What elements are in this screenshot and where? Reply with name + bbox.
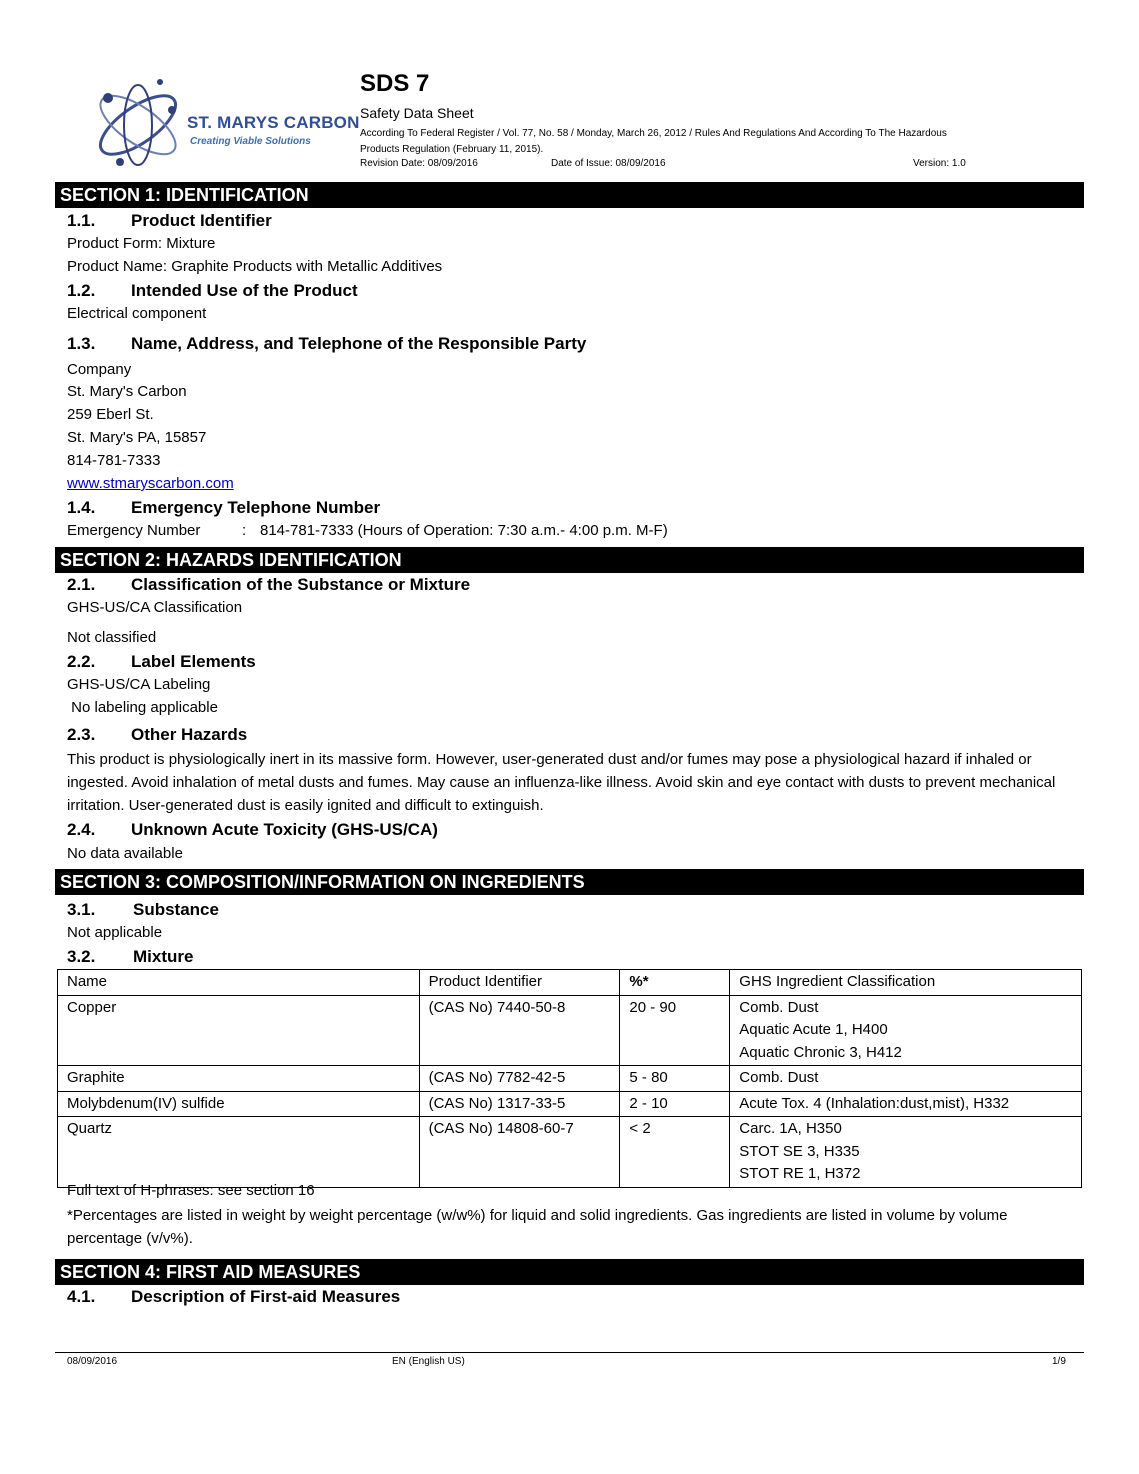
product-name-label: Product Name	[67, 258, 163, 275]
regulation-line-1: According To Federal Register / Vol. 77, No. 58 / Monday, March 26, 2012 / Rules And Regulations And According To The Hazardous	[360, 128, 947, 139]
regulation-line-2: Products Regulation (February 11, 2015).	[360, 144, 544, 155]
heading-title: Classification of the Substance or Mixture	[131, 575, 471, 594]
heading-number: 2.2.	[67, 652, 96, 671]
document-subtitle: Safety Data Sheet	[360, 105, 474, 121]
cell-percent: 2 - 10	[620, 1091, 730, 1117]
heading-title: Name, Address, and Telephone of the Responsible Party	[131, 334, 587, 353]
cell-percent: 20 - 90	[620, 995, 730, 1066]
heading-number: 1.1.	[67, 211, 96, 230]
heading-title: Emergency Telephone Number	[131, 498, 381, 517]
section-1-bar: SECTION 1: IDENTIFICATION	[55, 182, 1084, 208]
company-name: St. Mary's Carbon	[67, 383, 187, 400]
regulation-text	[360, 126, 1080, 158]
heading-title: Intended Use of the Product	[131, 281, 358, 300]
table-row	[58, 1117, 1082, 1188]
cell-identifier: (CAS No) 7782-42-5	[419, 1066, 620, 1092]
heading-number: 2.1.	[67, 575, 96, 594]
product-form-value: : Mixture	[157, 235, 216, 252]
classification-line: Carc. 1A, H350	[739, 1120, 842, 1137]
heading-title: Substance	[133, 900, 219, 919]
cell-classification	[730, 1117, 1082, 1188]
column-header-percent: %*	[620, 970, 730, 996]
product-form	[67, 235, 215, 252]
cell-classification: Comb. Dust	[730, 1066, 1082, 1092]
heading-title: Unknown Acute Toxicity (GHS-US/CA)	[131, 820, 438, 839]
classification-line: Aquatic Chronic 3, H412	[739, 1043, 902, 1061]
heading-title: Product Identifier	[131, 211, 272, 230]
classification-line: STOT RE 1, H372	[739, 1165, 861, 1182]
heading-number: 3.2.	[67, 947, 96, 966]
emergency-separator: :	[242, 522, 247, 539]
logo-name: ST. MARYS CARBON	[187, 113, 360, 132]
classification-line: STOT SE 3, H335	[739, 1142, 860, 1160]
cell-percent: < 2	[620, 1117, 730, 1188]
heading-number: 3.1.	[67, 900, 96, 919]
heading-title: Other Hazards	[131, 725, 248, 744]
footer-date: 08/09/2016	[67, 1356, 118, 1367]
heading-number: 1.3.	[67, 334, 96, 353]
column-header-classification: GHS Ingredient Classification	[730, 970, 1082, 996]
section-2-bar: SECTION 2: HAZARDS IDENTIFICATION	[55, 547, 1084, 573]
table-row	[58, 1066, 1082, 1092]
issue-date: Date of Issue: 08/09/2016	[551, 158, 666, 169]
substance-value: Not applicable	[67, 924, 163, 941]
company-website-row	[67, 475, 234, 492]
heading-number: 4.1.	[67, 1287, 96, 1306]
cell-identifier: (CAS No) 14808-60-7	[419, 1117, 620, 1188]
document-title: SDS 7	[360, 70, 430, 97]
heading-number: 2.3.	[67, 725, 96, 744]
section-4-bar: SECTION 4: FIRST AID MEASURES	[55, 1259, 1084, 1285]
classification-line: Aquatic Acute 1, H400	[739, 1021, 888, 1038]
heading-number: 1.4.	[67, 498, 96, 517]
heading-title: Description of First-aid Measures	[131, 1287, 401, 1306]
cell-classification: Acute Tox. 4 (Inhalation:dust,mist), H332	[730, 1091, 1082, 1117]
table-header-row	[58, 970, 1082, 996]
intended-use: Electrical component	[67, 305, 207, 322]
company-logo	[90, 70, 360, 180]
company-phone: 814-781-7333	[67, 452, 161, 469]
footer-page: 1/9	[1052, 1356, 1066, 1367]
classification-label: GHS-US/CA Classification	[67, 599, 243, 616]
revision-date: Revision Date: 08/09/2016	[360, 158, 478, 169]
cell-name: Copper	[58, 995, 420, 1066]
version: Version: 1.0	[913, 158, 966, 169]
cell-name: Molybdenum(IV) sulfide	[58, 1091, 420, 1117]
cell-classification	[730, 995, 1082, 1066]
company-label: Company	[67, 361, 132, 378]
emergency-number: 814-781-7333 (Hours of Operation: 7:30 a.m.- 4:00 p.m. M-F)	[260, 522, 668, 539]
company-street: 259 Eberl St.	[67, 406, 154, 423]
heading-title: Label Elements	[131, 652, 256, 671]
logo-tagline: Creating Viable Solutions	[190, 136, 311, 147]
heading-number: 2.4.	[67, 820, 96, 839]
labeling-label: GHS-US/CA Labeling	[67, 676, 211, 693]
cell-percent: 5 - 80	[620, 1066, 730, 1092]
table-row	[58, 1091, 1082, 1117]
percentage-note: *Percentages are listed in weight by weight percentage (w/w%) for liquid and solid ingredients. Gas ingredients are listed in volume by volume percentage (v/v%).	[67, 1207, 1008, 1247]
other-hazards-text: This product is physiologically inert in its massive form. However, user-generated dust and/or fumes may pose a physiological hazard if inhaled or ingested. Avoid inhalation of metal dusts and fumes. May cause an influenza-like illness. Avoid skin and eye contact with dusts to prevent mechanical irritation. User-generated dust is easily ignited and difficult to extinguish.	[67, 751, 1056, 814]
cell-name: Quartz	[58, 1117, 420, 1188]
cell-identifier: (CAS No) 1317-33-5	[419, 1091, 620, 1117]
emergency-label: Emergency Number	[67, 522, 201, 539]
column-header-name: Name	[58, 970, 420, 996]
footer-divider	[55, 1352, 1084, 1353]
acute-toxicity-value: No data available	[67, 845, 183, 862]
heading-title: Mixture	[133, 947, 194, 966]
h-phrases-note: Full text of H-phrases: see section 16	[67, 1182, 315, 1199]
product-name	[67, 258, 442, 275]
cell-name: Graphite	[58, 1066, 420, 1092]
product-form-label: Product Form	[67, 235, 158, 252]
cell-identifier: (CAS No) 7440-50-8	[419, 995, 620, 1066]
column-header-identifier: Product Identifier	[419, 970, 620, 996]
labeling-value: No labeling applicable	[67, 699, 218, 716]
product-name-value: : Graphite Products with Metallic Additives	[162, 258, 443, 275]
footer-language: EN (English US)	[392, 1356, 465, 1367]
classification-line: Comb. Dust	[739, 998, 819, 1016]
company-website-link[interactable]: www.stmaryscarbon.com	[67, 475, 234, 492]
company-city: St. Mary's PA, 15857	[67, 429, 207, 446]
table-row	[58, 995, 1082, 1066]
section-3-bar: SECTION 3: COMPOSITION/INFORMATION ON INGREDIENTS	[55, 869, 1084, 895]
classification-value: Not classified	[67, 629, 157, 646]
mixture-table	[57, 969, 1082, 1188]
heading-number: 1.2.	[67, 281, 96, 300]
